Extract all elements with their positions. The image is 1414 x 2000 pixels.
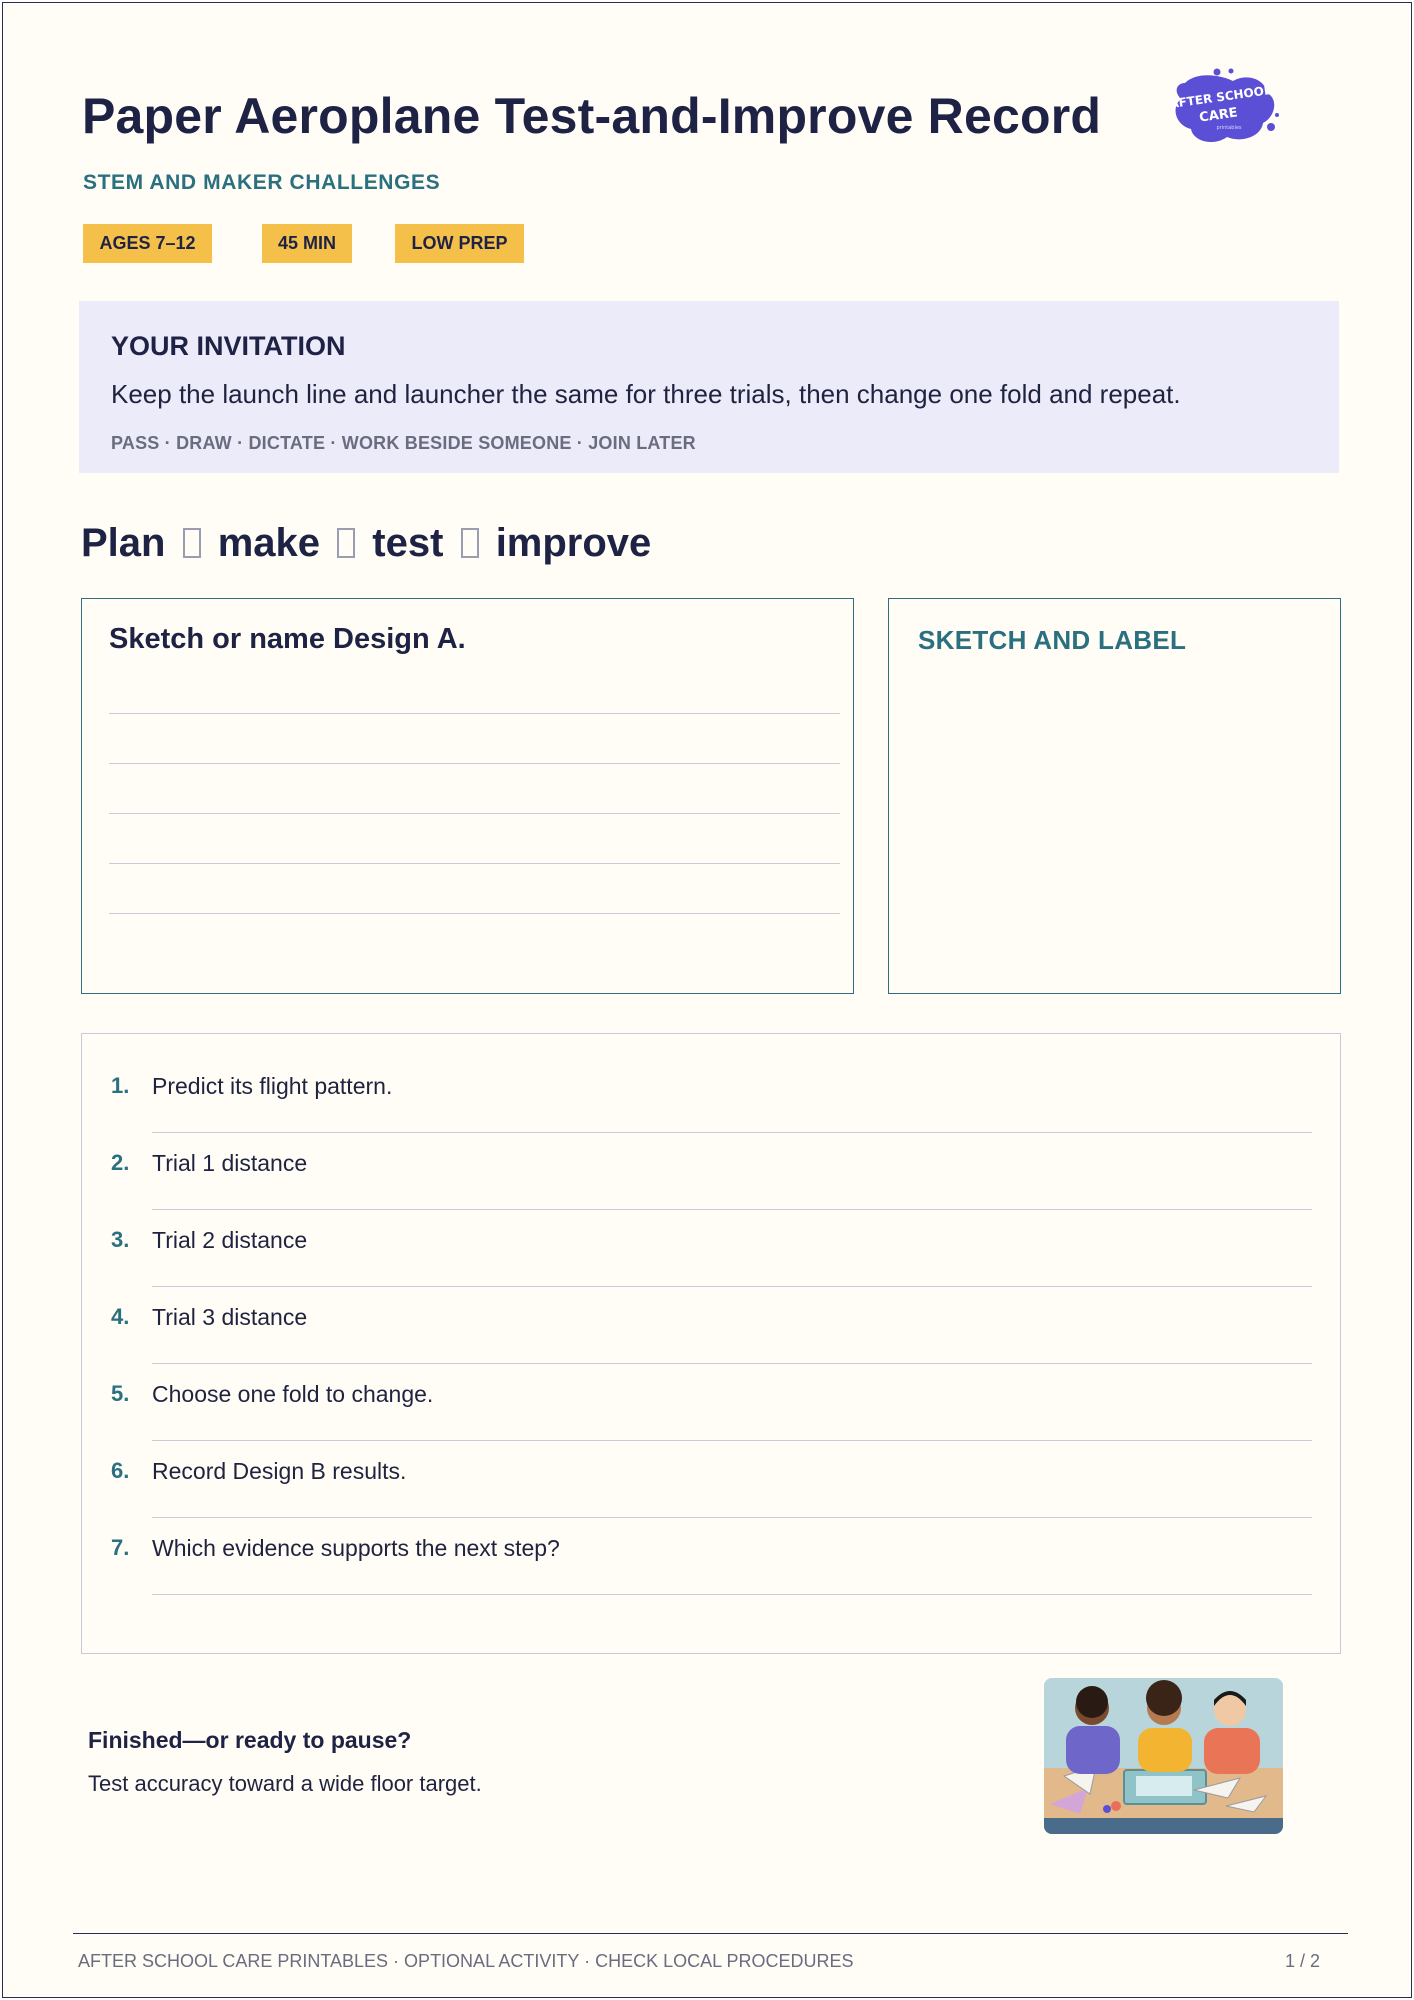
sketch-heading: SKETCH AND LABEL [918, 625, 1187, 655]
step-text: Choose one fold to change. [152, 1381, 434, 1407]
answer-line[interactable] [152, 1209, 1312, 1210]
age-tag: AGES 7–12 [83, 224, 212, 263]
section-word-improve: improve [495, 521, 652, 565]
step-text: Predict its flight pattern. [152, 1073, 393, 1099]
step-text: Record Design B results. [152, 1458, 407, 1484]
children-making-planes-illustration [1044, 1678, 1283, 1834]
invitation-box [79, 301, 1339, 473]
design-a-box [81, 598, 854, 994]
writing-line[interactable] [109, 763, 840, 764]
steps-list [81, 1033, 1341, 1654]
step-text: Trial 2 distance [152, 1227, 308, 1253]
writing-line[interactable] [109, 713, 840, 714]
duration-tag: 45 MIN [262, 224, 352, 263]
step-text: Which evidence supports the next step? [152, 1535, 560, 1561]
answer-line[interactable] [152, 1594, 1312, 1595]
worksheet-page [2, 2, 1412, 1998]
section-word-make: make [217, 521, 321, 565]
step-text: Trial 3 distance [152, 1304, 308, 1330]
page-title: Paper Aeroplane Test-and-Improve Record [82, 88, 1102, 144]
list-item [82, 1065, 1340, 1142]
page-number: 1 / 2 [1285, 1951, 1321, 1971]
page-subtitle: STEM AND MAKER CHALLENGES [83, 171, 441, 194]
list-item [82, 1373, 1340, 1450]
writing-line[interactable] [109, 863, 840, 864]
list-item [82, 1527, 1340, 1604]
list-item [82, 1296, 1340, 1373]
invitation-heading: YOUR INVITATION [111, 331, 346, 361]
answer-line[interactable] [152, 1440, 1312, 1441]
answer-line[interactable] [152, 1132, 1312, 1133]
svg-text:AFTER SCHOOL: AFTER SCHOOL [1168, 82, 1273, 112]
section-word-plan: Plan [81, 521, 166, 565]
prep-tag: LOW PREP [395, 224, 524, 263]
finish-heading: Finished—or ready to pause? [88, 1727, 412, 1753]
step-number: 7. [111, 1535, 130, 1560]
svg-text:printables: printables [1216, 125, 1242, 131]
step-number: 3. [111, 1227, 130, 1252]
list-item [82, 1219, 1340, 1296]
step-number: 6. [111, 1458, 130, 1483]
svg-text:CARE: CARE [1198, 105, 1239, 126]
design-a-heading: Sketch or name Design A. [109, 623, 466, 655]
after-school-care-logo [1163, 67, 1283, 151]
writing-line[interactable] [109, 813, 840, 814]
sketch-box[interactable] [888, 598, 1341, 994]
section-heading [81, 521, 651, 566]
missing-glyph-icon [337, 528, 355, 558]
step-number: 1. [111, 1073, 130, 1098]
step-number: 2. [111, 1150, 130, 1175]
missing-glyph-icon [183, 528, 201, 558]
step-number: 5. [111, 1381, 130, 1406]
missing-glyph-icon [461, 528, 479, 558]
finish-text: Test accuracy toward a wide floor target. [88, 1771, 482, 1796]
answer-line[interactable] [152, 1517, 1312, 1518]
section-word-test: test [372, 521, 444, 565]
footer-text: AFTER SCHOOL CARE PRINTABLES · OPTIONAL ACTIVITY · CHECK LOCAL PROCEDURES [78, 1951, 854, 1971]
writing-line[interactable] [109, 913, 840, 914]
list-item [82, 1142, 1340, 1219]
answer-line[interactable] [152, 1286, 1312, 1287]
step-number: 4. [111, 1304, 130, 1329]
step-text: Trial 1 distance [152, 1150, 308, 1176]
participation-options: PASS · DRAW · DICTATE · WORK BESIDE SOMEONE · JOIN LATER [111, 433, 696, 453]
invitation-body: Keep the launch line and launcher the same for three trials, then change one fold and repeat. [111, 379, 1181, 409]
footer-divider [73, 1933, 1348, 1934]
list-item [82, 1450, 1340, 1527]
answer-line[interactable] [152, 1363, 1312, 1364]
